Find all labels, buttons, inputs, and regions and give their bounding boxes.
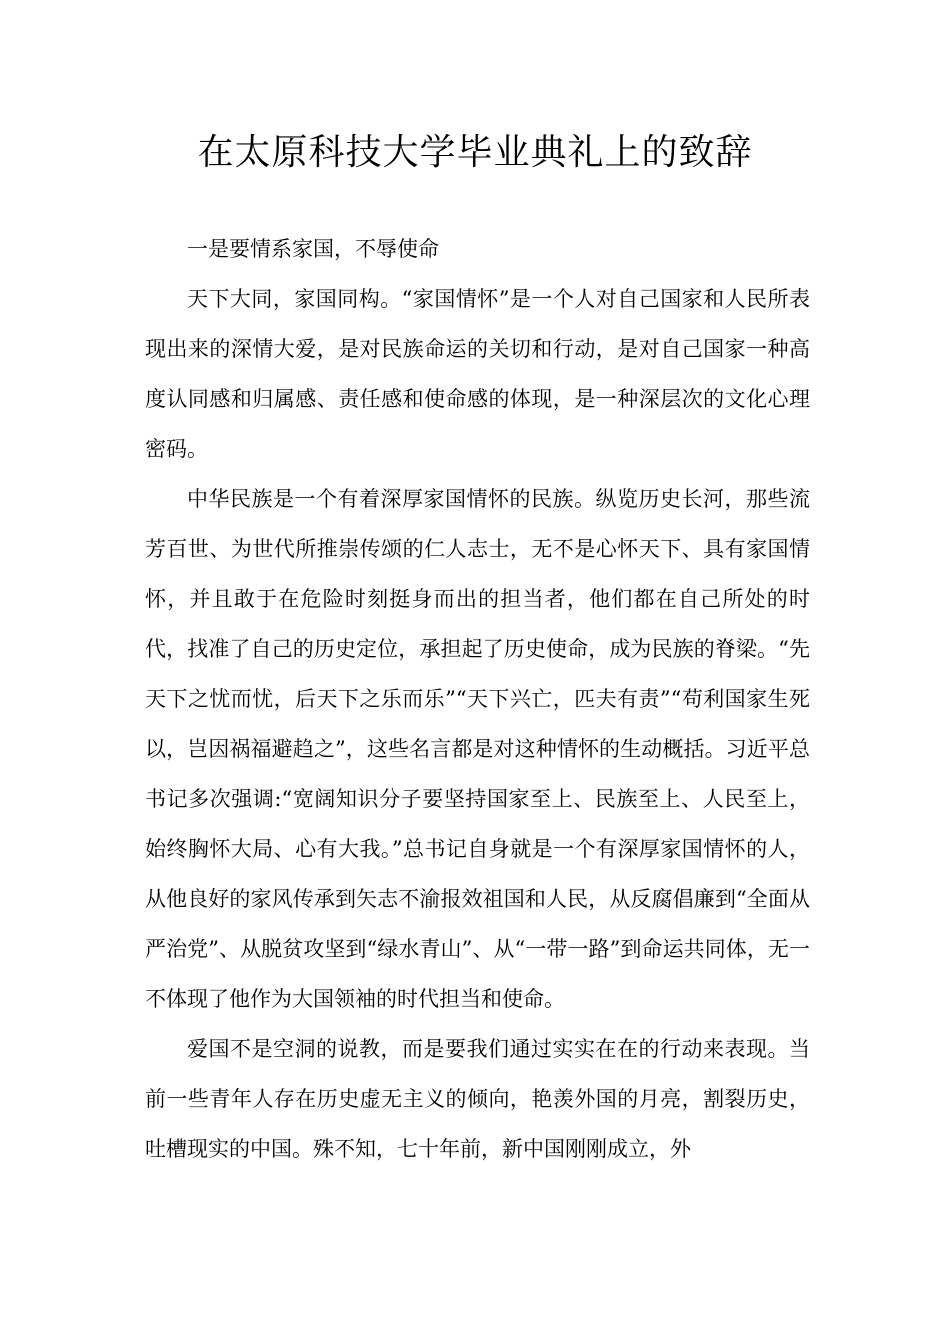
paragraph-3: 中华民族是一个有着深厚家国情怀的民族。纵览历史长河，那些流芳百世、为世代所推崇传颂的仁人志士，无不是心怀天下、具有家国情怀，并且敢于在危险时刻挺身而出的担当者，他们都在自己所处的时代，找准了自己的历史定位，承担起了历史使命，成为民族的脊梁。“先天下之忧而忧，后天下之乐而乐”“天下兴亡，匹夫有责”“苟利国家生死以，岂因祸福避趋之”，这些名言都是对这种情怀的生动概括。习近平总书记多次强调:“宽阔知识分子要坚持国家至上、民族至上、人民至上，始终胸怀大局、心有大我。”总书记自身就是一个有深厚家国情怀的人，从他良好的家风传承到矢志不渝报效祖国和人民，从反腐倡廉到“全面从严治党”、从脱贫攻坚到“绿水青山”、从“一带一路”到命运共同体，无一不体现了他作为大国领袖的时代担当和使命。 bbox=[145, 487, 810, 1011]
document-body bbox=[145, 224, 810, 1174]
document-title: 在太原科技大学毕业典礼上的致辞 bbox=[197, 132, 753, 173]
paragraph-4: 爱国不是空洞的说教，而是要我们通过实实在在的行动来表现。当前一些青年人存在历史虚无主义的倾向，艳羡外国的月亮，割裂历史，吐槽现实的中国。殊不知，七十年前，新中国刚刚成立，外 bbox=[145, 1037, 810, 1161]
paragraph-1: 一是要情系家国，不辱使命 bbox=[187, 237, 439, 261]
paragraph-2: 天下大同，家国同构。“家国情怀”是一个人对自己国家和人民所表现出来的深情大爱，是对民族命运的关切和行动，是对自己国家一种高度认同感和归属感、责任感和使命感的体现，是一种深层次的文化心理密码。 bbox=[145, 287, 810, 461]
